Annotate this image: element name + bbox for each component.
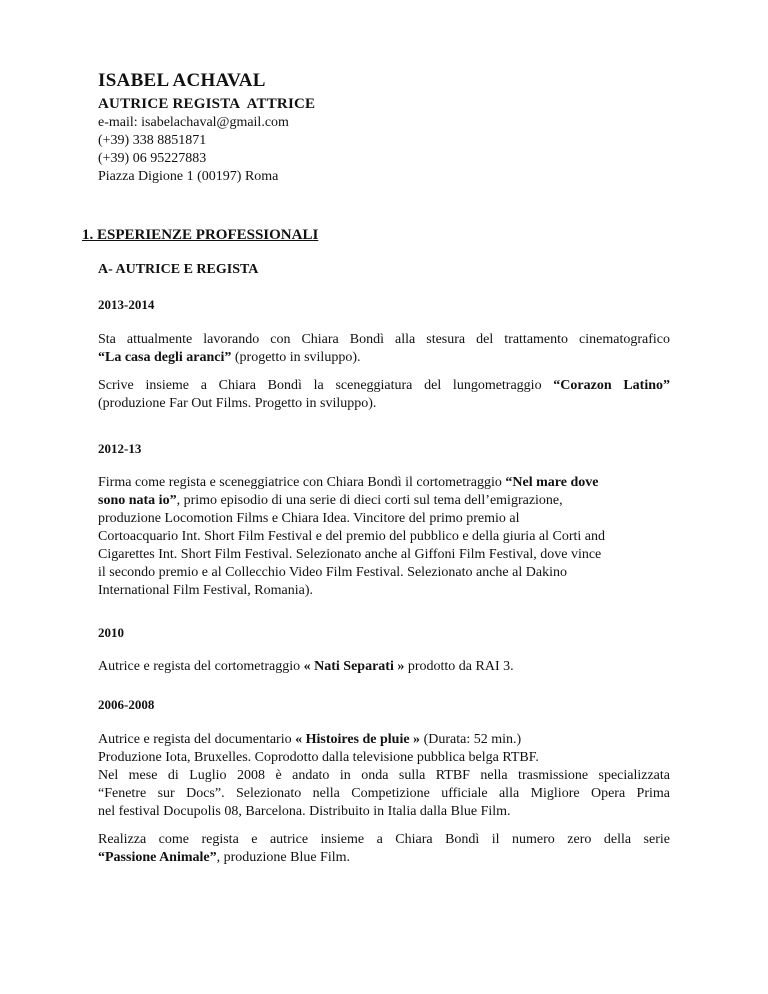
title-bold: « Histoires de pluie » <box>295 732 421 747</box>
text-span: (Durata: 52 min.) <box>420 732 522 747</box>
text-span: Firma come regista e sceneggiatrice con Chiara Bondì il cortometraggio <box>98 475 506 490</box>
year-heading: 2012-13 <box>98 441 142 456</box>
title-bold: “La casa degli aranci” <box>98 350 232 365</box>
entry-paragraph <box>98 331 670 367</box>
text-line: Realizza come regista e autrice insieme a Chiara Bondì il numero zero della serie <box>98 832 670 847</box>
text-line <box>98 731 670 749</box>
text-line <box>98 492 670 510</box>
text-line: Nel mese di Luglio 2008 è andato in onda sulla RTBF nella trasmissione specializzata <box>98 768 670 783</box>
text-span: (progetto in sviluppo). <box>231 350 361 365</box>
text-line: “Fenetre sur Docs”. Selezionato nella Competizione ufficiale alla Migliore Opera Prima <box>98 786 670 801</box>
text-line: Sta attualmente lavorando con Chiara Bondì alla stesura del trattamento cinematografico <box>98 332 670 347</box>
title-bold: « Nati Separati » <box>303 659 405 674</box>
text-span: Autrice e regista del cortometraggio <box>98 659 304 674</box>
year-heading: 2010 <box>98 625 124 640</box>
text-line <box>98 349 670 367</box>
title-bold: “Nel mare dove <box>505 475 599 490</box>
entry-paragraph <box>98 831 670 867</box>
text-span: , primo episodio di una serie di dieci corti sul tema dell’emigrazione, <box>176 493 563 508</box>
text-line: produzione Locomotion Films e Chiara Idea. Vincitore del primo premio al <box>98 511 520 526</box>
phone-home: (+39) 06 95227883 <box>98 151 207 166</box>
section-title: 1. ESPERIENZE PROFESSIONALI <box>82 227 319 243</box>
text-line <box>98 849 670 867</box>
title-bold: sono nata io” <box>98 493 177 508</box>
entry-paragraph <box>98 658 670 676</box>
year-heading: 2013-2014 <box>98 297 155 312</box>
person-roles: AUTRICE REGISTA ATTRICE <box>98 96 316 112</box>
title-bold: “Passione Animale” <box>98 850 217 865</box>
text-line: (produzione Far Out Films. Progetto in sviluppo). <box>98 396 377 411</box>
text-span: Scrive insieme a Chiara Bondì la sceneggiatura del lungometraggio <box>98 378 554 393</box>
year-heading: 2006-2008 <box>98 697 155 712</box>
text-line <box>98 377 670 395</box>
address-line: Piazza Digione 1 (00197) Roma <box>98 169 279 184</box>
text-line: Cigarettes Int. Short Film Festival. Selezionato anche al Giffoni Film Festival, dove vince <box>98 547 602 562</box>
text-span: Autrice e regista del documentario <box>98 732 296 747</box>
text-line <box>98 658 670 676</box>
text-line <box>98 474 670 492</box>
text-line: International Film Festival, Romania). <box>98 583 314 598</box>
title-bold: “Corazon Latino” <box>553 378 671 393</box>
text-line: nel festival Docupolis 08, Barcelona. Distribuito in Italia dalla Blue Film. <box>98 804 511 819</box>
text-span: , produzione Blue Film. <box>216 850 351 865</box>
person-name: ISABEL ACHAVAL <box>98 70 266 91</box>
subsection-title: A- AUTRICE E REGISTA <box>98 262 259 277</box>
text-line: Produzione Iota, Bruxelles. Coprodotto dalla televisione pubblica belga RTBF. <box>98 750 539 765</box>
entry-paragraph <box>98 474 670 600</box>
text-line: il secondo premio e al Collecchio Video Film Festival. Selezionato anche al Dakino <box>98 565 567 580</box>
text-line: Cortoacquario Int. Short Film Festival e del premio del pubblico e della giuria al Corti and <box>98 529 606 544</box>
entry-paragraph <box>98 731 670 821</box>
phone-mobile: (+39) 338 8851871 <box>98 133 207 148</box>
email-line: e-mail: isabelachaval@gmail.com <box>98 115 289 130</box>
text-span: prodotto da RAI 3. <box>404 659 514 674</box>
entry-paragraph <box>98 377 670 413</box>
